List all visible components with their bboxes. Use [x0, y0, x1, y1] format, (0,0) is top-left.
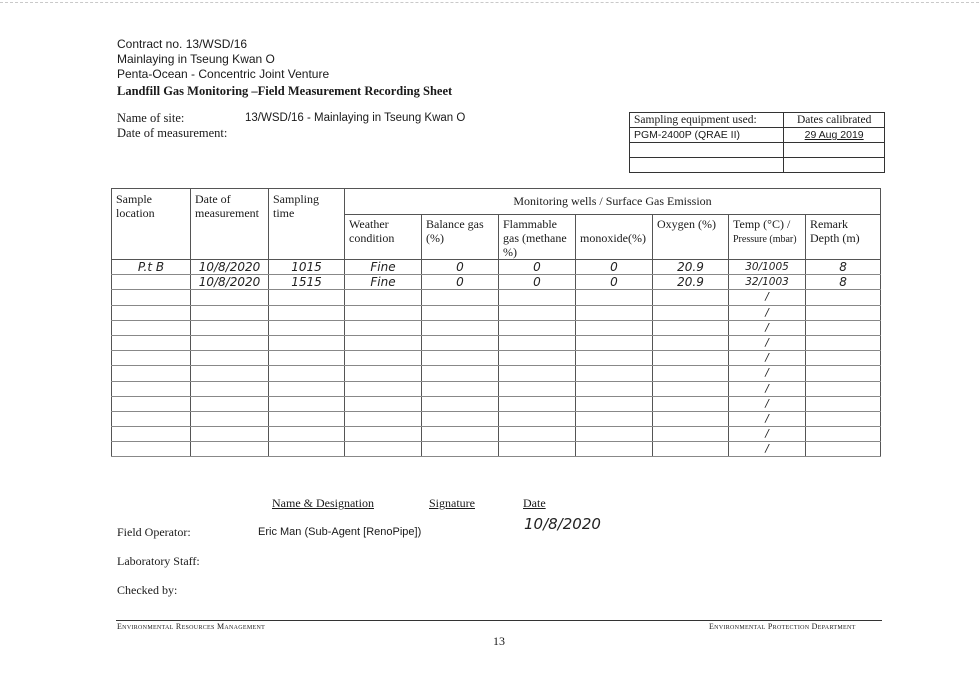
cell-depth [806, 335, 881, 350]
cell-date [191, 351, 269, 366]
cell-balance: 0 [422, 260, 499, 275]
laboratory-staff-label: Laboratory Staff: [117, 554, 200, 568]
cell-flammable [499, 427, 576, 442]
date-of-measurement-label: Date of measurement: [117, 126, 228, 140]
cell-date [191, 427, 269, 442]
cell-balance [422, 411, 499, 426]
header-time: Sampling time [269, 189, 345, 260]
cell-location [112, 396, 191, 411]
cell-flammable [499, 290, 576, 305]
cell-weather [345, 320, 422, 335]
table-row [112, 427, 881, 442]
cell-flammable [499, 351, 576, 366]
cell-location [112, 305, 191, 320]
field-operator-label: Field Operator: [117, 525, 191, 539]
cell-balance [422, 305, 499, 320]
equipment-blank-cell [784, 143, 885, 158]
cell-date [191, 305, 269, 320]
header-monitoring-group: Monitoring wells / Surface Gas Emission [345, 189, 881, 215]
cell-time [269, 442, 345, 457]
cell-date: 10/8/2020 [191, 275, 269, 290]
cell-date [191, 290, 269, 305]
cell-oxygen [653, 335, 729, 350]
cell-time [269, 305, 345, 320]
equipment-blank-cell [784, 158, 885, 173]
cell-location [112, 275, 191, 290]
table-row [112, 381, 881, 396]
cell-location [112, 427, 191, 442]
top-scan-border [0, 2, 979, 3]
cell-oxygen [653, 351, 729, 366]
table-row [112, 351, 881, 366]
cell-carbon: 0 [576, 260, 653, 275]
cell-depth: 8 [806, 260, 881, 275]
cell-balance [422, 396, 499, 411]
header-sample-location: Sample location [112, 189, 191, 260]
cell-weather: Fine [345, 260, 422, 275]
contract-number: Contract no. 13/WSD/16 [117, 37, 248, 51]
calibrated-header: Dates calibrated [784, 113, 885, 128]
cell-oxygen [653, 427, 729, 442]
cell-oxygen [653, 381, 729, 396]
header-date: Date of measurement [191, 189, 269, 260]
date-header: Date [523, 496, 546, 510]
table-row [112, 260, 881, 275]
cell-weather [345, 396, 422, 411]
cell-balance [422, 320, 499, 335]
header-oxygen: Oxygen (%) [653, 215, 729, 260]
field-operator-date: 10/8/2020 [524, 515, 601, 533]
signature-header: Signature [429, 496, 475, 510]
cell-temp: / [729, 411, 806, 426]
project-name: Mainlaying in Tseung Kwan O [117, 52, 275, 66]
cell-balance [422, 290, 499, 305]
cell-flammable [499, 366, 576, 381]
cell-depth [806, 442, 881, 457]
cell-temp: / [729, 320, 806, 335]
cell-depth [806, 351, 881, 366]
measurement-table [111, 188, 881, 457]
cell-time [269, 427, 345, 442]
cell-time [269, 320, 345, 335]
cell-balance [422, 381, 499, 396]
cell-weather [345, 290, 422, 305]
cell-temp: / [729, 351, 806, 366]
calibrated-value: 29 Aug 2019 [784, 128, 885, 143]
cell-carbon [576, 366, 653, 381]
cell-date [191, 396, 269, 411]
cell-weather [345, 351, 422, 366]
contractor-name: Penta-Ocean - Concentric Joint Venture [117, 67, 330, 81]
footer-left: Environmental Resources Management [117, 622, 266, 631]
header-weather: Weather condition [345, 215, 422, 260]
footer-right: Environmental Protection Department [709, 622, 856, 631]
cell-location [112, 442, 191, 457]
table-row [112, 320, 881, 335]
cell-time [269, 396, 345, 411]
cell-oxygen: 20.9 [653, 260, 729, 275]
page-number: 13 [493, 634, 505, 648]
cell-carbon: 0 [576, 275, 653, 290]
cell-balance [422, 335, 499, 350]
cell-flammable [499, 411, 576, 426]
cell-depth [806, 305, 881, 320]
cell-location [112, 335, 191, 350]
cell-date: 10/8/2020 [191, 260, 269, 275]
cell-temp: / [729, 442, 806, 457]
cell-depth [806, 427, 881, 442]
cell-carbon [576, 335, 653, 350]
table-row [112, 275, 881, 290]
cell-temp: / [729, 290, 806, 305]
cell-temp: 30/1005 [729, 260, 806, 275]
cell-flammable [499, 305, 576, 320]
cell-balance [422, 351, 499, 366]
cell-flammable [499, 442, 576, 457]
cell-carbon [576, 381, 653, 396]
header-carbon-monoxide: monoxide(%) [576, 215, 653, 260]
cell-oxygen [653, 411, 729, 426]
cell-date [191, 320, 269, 335]
cell-time: 1515 [269, 275, 345, 290]
cell-weather [345, 366, 422, 381]
table-row [112, 335, 881, 350]
cell-date [191, 335, 269, 350]
cell-carbon [576, 320, 653, 335]
table-row [112, 396, 881, 411]
site-name-label: Name of site: [117, 111, 185, 125]
cell-location: P.t B [112, 260, 191, 275]
cell-time [269, 411, 345, 426]
cell-time [269, 335, 345, 350]
cell-weather: Fine [345, 275, 422, 290]
cell-flammable [499, 320, 576, 335]
cell-depth [806, 381, 881, 396]
cell-flammable: 0 [499, 260, 576, 275]
table-row [112, 366, 881, 381]
cell-flammable: 0 [499, 275, 576, 290]
cell-location [112, 320, 191, 335]
cell-temp: / [729, 381, 806, 396]
cell-flammable [499, 381, 576, 396]
cell-oxygen [653, 320, 729, 335]
cell-carbon [576, 290, 653, 305]
cell-temp: / [729, 396, 806, 411]
cell-carbon [576, 305, 653, 320]
cell-temp: / [729, 366, 806, 381]
cell-carbon [576, 427, 653, 442]
cell-depth [806, 290, 881, 305]
cell-balance [422, 427, 499, 442]
cell-carbon [576, 411, 653, 426]
cell-flammable [499, 335, 576, 350]
cell-location [112, 366, 191, 381]
cell-oxygen [653, 442, 729, 457]
table-row [112, 411, 881, 426]
cell-time: 1015 [269, 260, 345, 275]
equipment-blank-cell [630, 158, 784, 173]
cell-time [269, 366, 345, 381]
header-temp-pressure: Temp (°C) / Pressure (mbar) [729, 215, 806, 260]
cell-temp: / [729, 305, 806, 320]
cell-weather [345, 427, 422, 442]
cell-location [112, 381, 191, 396]
cell-carbon [576, 351, 653, 366]
cell-depth [806, 320, 881, 335]
cell-flammable [499, 396, 576, 411]
cell-temp: / [729, 427, 806, 442]
cell-temp: 32/1003 [729, 275, 806, 290]
cell-weather [345, 381, 422, 396]
cell-weather [345, 305, 422, 320]
cell-temp: / [729, 335, 806, 350]
cell-oxygen [653, 366, 729, 381]
cell-date [191, 366, 269, 381]
table-row [112, 442, 881, 457]
cell-oxygen: 20.9 [653, 275, 729, 290]
cell-time [269, 351, 345, 366]
field-operator-name: Eric Man (Sub-Agent [RenoPipe]) [258, 526, 422, 538]
table-row [112, 290, 881, 305]
checked-by-label: Checked by: [117, 583, 178, 597]
cell-depth [806, 366, 881, 381]
cell-balance [422, 442, 499, 457]
cell-weather [345, 442, 422, 457]
cell-time [269, 381, 345, 396]
equipment-table [629, 112, 885, 173]
table-row [112, 305, 881, 320]
cell-balance: 0 [422, 275, 499, 290]
footer-rule [116, 620, 882, 621]
cell-depth: 8 [806, 275, 881, 290]
cell-location [112, 411, 191, 426]
cell-date [191, 442, 269, 457]
equipment-value: PGM-2400P (QRAE II) [630, 128, 784, 143]
equipment-header: Sampling equipment used: [630, 113, 784, 128]
name-designation-header: Name & Designation [272, 496, 374, 510]
cell-weather [345, 411, 422, 426]
equipment-blank-cell [630, 143, 784, 158]
cell-location [112, 290, 191, 305]
cell-depth [806, 411, 881, 426]
cell-depth [806, 396, 881, 411]
cell-time [269, 290, 345, 305]
cell-weather [345, 335, 422, 350]
cell-date [191, 381, 269, 396]
cell-balance [422, 366, 499, 381]
cell-oxygen [653, 305, 729, 320]
sheet-title: Landfill Gas Monitoring –Field Measurement Recording Sheet [117, 84, 453, 98]
cell-oxygen [653, 396, 729, 411]
cell-location [112, 351, 191, 366]
header-flammable-gas: Flammable gas (methane %) [499, 215, 576, 260]
header-remark-depth: Remark Depth (m) [806, 215, 881, 260]
header-balance-gas: Balance gas (%) [422, 215, 499, 260]
cell-date [191, 411, 269, 426]
cell-oxygen [653, 290, 729, 305]
cell-carbon [576, 442, 653, 457]
site-name-value: 13/WSD/16 - Mainlaying in Tseung Kwan O [245, 112, 466, 124]
cell-carbon [576, 396, 653, 411]
